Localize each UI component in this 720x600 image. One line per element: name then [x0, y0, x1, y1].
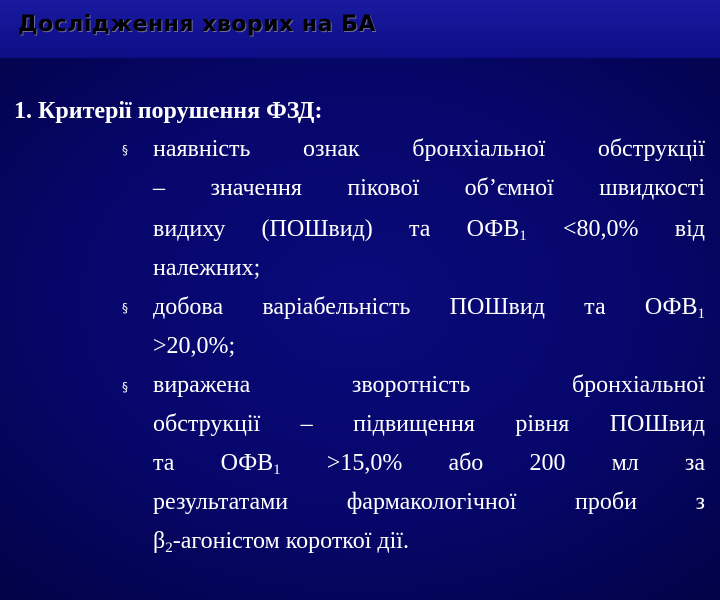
word: (ПОШвид)	[261, 216, 373, 242]
word: –	[153, 175, 165, 201]
word: бронхіальної	[412, 136, 546, 162]
beta-symbol: β	[153, 528, 166, 554]
word: та	[584, 294, 606, 320]
bullet-1-line-1	[153, 133, 705, 165]
word: фармакологічної	[346, 489, 517, 515]
word: та	[153, 450, 175, 476]
bullet-1-line-3	[153, 213, 705, 245]
bullet-marker-2: §	[122, 301, 128, 315]
word: пікової	[347, 175, 420, 201]
word: ознак	[303, 136, 360, 162]
bullet-2-line-1	[153, 291, 705, 323]
word: рівня	[515, 411, 570, 437]
word-with-subscript	[221, 447, 281, 479]
bullet-3-line-2	[153, 408, 705, 440]
bullet-3-line-5	[153, 525, 705, 557]
bullet-marker-3: §	[122, 380, 128, 394]
word: дії.	[377, 528, 409, 554]
word: короткої	[285, 528, 372, 554]
word: ОФВ	[220, 450, 274, 476]
bullet-marker-1: §	[122, 143, 128, 157]
bullet-2-line-2: >20,0%;	[153, 333, 236, 359]
word: 200	[529, 450, 566, 476]
word: ПОШвид	[449, 294, 545, 320]
bullet-3-line-4	[153, 486, 705, 518]
word: -агоністом	[172, 528, 280, 554]
word: за	[684, 450, 705, 476]
subscript: 1	[697, 306, 705, 322]
word: об’ємної	[464, 175, 554, 201]
word: бронхіальної	[571, 372, 705, 398]
word: наявність	[153, 136, 251, 162]
word: або	[448, 450, 484, 476]
word-with-subscript	[645, 291, 705, 323]
word: мл	[611, 450, 639, 476]
word: підвищення	[353, 411, 475, 437]
word: зворотність	[351, 372, 471, 398]
word: результатами	[153, 489, 289, 515]
bullet-1-line-2	[153, 172, 705, 204]
word: <80,0%	[562, 216, 639, 242]
word: ПОШвид	[609, 411, 705, 437]
word: від	[674, 216, 705, 242]
word: виражена	[153, 372, 251, 398]
word: ОФВ	[466, 216, 520, 242]
subscript: 1	[273, 462, 281, 478]
word: обструкції	[597, 136, 705, 162]
word: >15,0%	[326, 450, 403, 476]
word: швидкості	[599, 175, 705, 201]
word-with-subscript	[467, 213, 527, 245]
word: видиху	[153, 216, 226, 242]
slide-title: Дослідження хворих на БА	[18, 12, 376, 37]
word: варіабельність	[262, 294, 411, 320]
word: проби	[575, 489, 637, 515]
word: добова	[153, 294, 224, 320]
bullet-3-line-3	[153, 447, 705, 479]
subscript: 2	[165, 540, 173, 556]
bullet-1-line-4: належних;	[153, 255, 261, 281]
section-heading: 1. Критерії порушення ФЗД:	[14, 98, 323, 124]
word: значення	[210, 175, 302, 201]
word: –	[300, 411, 313, 437]
word: з	[695, 489, 705, 515]
word: обструкції	[153, 411, 261, 437]
word: та	[409, 216, 431, 242]
bullet-3-line-1	[153, 369, 705, 401]
subscript: 1	[519, 228, 527, 244]
word: ОФВ	[644, 294, 698, 320]
